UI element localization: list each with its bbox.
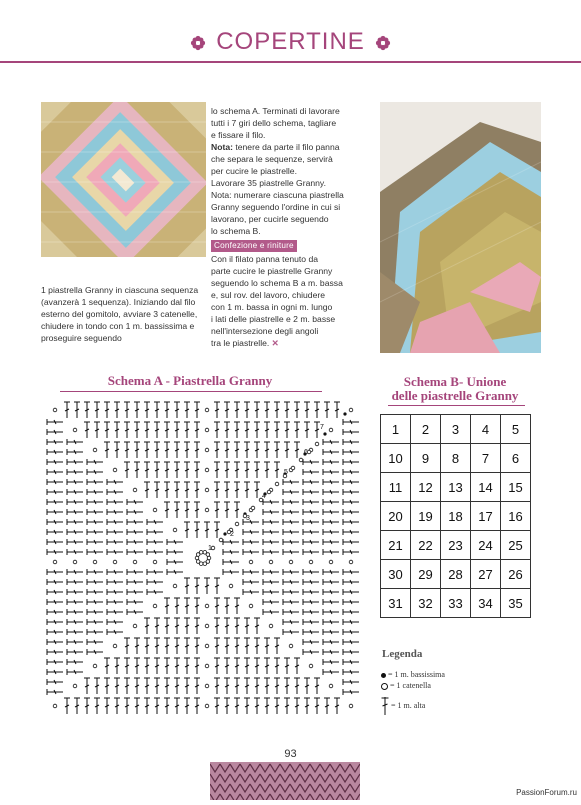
chain-symbol <box>53 560 57 564</box>
legend-item-catenella <box>381 681 431 690</box>
chain-symbol <box>93 448 97 452</box>
slip-stitch-symbol <box>343 412 346 415</box>
section-heading: Confezione e riniture <box>211 240 297 252</box>
chain-symbol <box>203 562 207 566</box>
chain-symbol <box>207 556 211 560</box>
chain-symbol <box>267 490 271 494</box>
chain-symbol <box>269 624 273 628</box>
legend-item-alta <box>381 697 425 715</box>
text-line: Con il filato panna tenuto da <box>211 254 319 264</box>
chain-symbol <box>73 428 77 432</box>
grid-cell: 27 <box>471 560 501 589</box>
grid-cell: 30 <box>381 560 411 589</box>
round-number: 3 <box>246 515 250 522</box>
schema-b-grid <box>380 414 531 618</box>
text-line: Lavorare 35 piastrelle Granny. <box>211 178 326 188</box>
chain-symbol <box>113 560 117 564</box>
grid-cell: 32 <box>411 589 441 618</box>
round-number: 2 <box>230 531 234 538</box>
blanket-photo-right <box>380 102 541 353</box>
grid-cell: 9 <box>411 444 441 473</box>
chain-symbol <box>299 458 303 462</box>
text-line: lavorano, per cucirle seguendo <box>211 214 329 224</box>
grid-cell: 5 <box>501 415 531 444</box>
schema-b-title-line2: delle piastrelle Granny <box>391 388 519 403</box>
grid-row <box>381 531 531 560</box>
schema-b-title <box>380 375 530 403</box>
grid-cell: 4 <box>471 415 501 444</box>
grid-cell: 1 <box>381 415 411 444</box>
grid-row <box>381 473 531 502</box>
cross-stitch-icon: ✕ <box>271 338 279 348</box>
chain-symbol <box>291 466 295 470</box>
legend-label: = 1 m. bassissima <box>388 670 445 679</box>
chain-symbol <box>133 624 137 628</box>
legend-label: = 1 m. alta <box>391 700 426 710</box>
grid-row <box>381 502 531 531</box>
chain-symbol <box>93 560 97 564</box>
chain-symbol <box>206 553 210 557</box>
text-line: con 1 m. bassa in ogni m. lungo <box>211 302 333 312</box>
grid-cell: 17 <box>471 502 501 531</box>
text-line: e, sul rov. del lavoro, chiudere <box>211 290 326 300</box>
round-number: 6 <box>304 449 308 456</box>
text-line: lo schema B. <box>211 226 261 236</box>
chain-symbol <box>329 684 333 688</box>
chain-symbol <box>235 522 239 526</box>
flower-icon <box>190 35 206 51</box>
chain-symbol <box>249 604 253 608</box>
grid-row <box>381 560 531 589</box>
text-line: Granny seguendo l'ordine in cui si <box>211 202 341 212</box>
chain-symbol <box>205 664 209 668</box>
text-line: seguendo lo schema B a m. bassa <box>211 278 343 288</box>
chain-symbol <box>309 664 313 668</box>
grid-cell: 26 <box>501 560 531 589</box>
page-header <box>0 28 581 56</box>
chain-symbol <box>113 644 117 648</box>
chain-symbol <box>133 560 137 564</box>
grid-cell: 19 <box>411 502 441 531</box>
chain-symbol <box>205 684 209 688</box>
grid-cell: 3 <box>441 415 471 444</box>
legend-item-bassissima <box>381 670 445 679</box>
grid-cell: 7 <box>471 444 501 473</box>
chain-symbol <box>53 704 57 708</box>
text-line: e fissare il filo. <box>211 130 266 140</box>
schema-b-rule <box>388 405 525 406</box>
chain-symbol <box>219 538 223 542</box>
text-line-end: tra le piastrelle. <box>211 338 270 348</box>
chain-symbol <box>153 508 157 512</box>
chain-symbol <box>205 508 209 512</box>
grid-row <box>381 444 531 473</box>
round-number: 5 <box>284 469 288 476</box>
chain-symbol <box>205 644 209 648</box>
slip-stitch-symbol <box>323 432 326 435</box>
page-number: 93 <box>284 748 297 760</box>
grid-cell: 12 <box>411 473 441 502</box>
instructions-middle <box>211 105 376 349</box>
grid-cell: 31 <box>381 589 411 618</box>
grid-cell: 21 <box>381 531 411 560</box>
grid-cell: 6 <box>501 444 531 473</box>
chain-symbol <box>205 428 209 432</box>
chain-symbol <box>329 560 333 564</box>
grid-cell: 24 <box>471 531 501 560</box>
chain-symbol <box>113 468 117 472</box>
flower-icon <box>375 35 391 51</box>
chain-symbol <box>205 704 209 708</box>
chain-symbol <box>309 560 313 564</box>
text-line: Nota: numerare ciascuna piastrella <box>211 190 344 200</box>
footer-texture-image <box>210 762 360 800</box>
grid-cell: 23 <box>441 531 471 560</box>
chain-symbol <box>349 560 353 564</box>
instructions-paragraph: 1 piastrella Granny in ciascuna sequenza (avanzerà 1 sequenza). Iniziando dal filo esterno del gomitolo, avviare 3 catenelle, chiudere in tondo con 1 m. bassissima e proseguire seguendo <box>41 285 199 343</box>
grid-cell: 34 <box>471 589 501 618</box>
nota-text: tenere da parte il filo panna <box>232 142 340 152</box>
circle-icon <box>381 683 388 690</box>
header-rule <box>0 61 581 63</box>
text-line: che separa le sequenze, servirà <box>211 154 333 164</box>
grid-cell: 25 <box>501 531 531 560</box>
grid-row <box>381 415 531 444</box>
chain-symbol <box>173 584 177 588</box>
grid-cell: 10 <box>381 444 411 473</box>
schema-a-rule <box>60 391 322 392</box>
dot-icon <box>381 673 386 678</box>
schema-a-title <box>60 374 320 388</box>
round-number: 4 <box>262 493 266 500</box>
text-line: tutti i 7 giri dello schema, tagliare <box>211 118 337 128</box>
chain-symbol <box>205 604 209 608</box>
grid-cell: 20 <box>381 502 411 531</box>
chain-symbol <box>349 408 353 412</box>
chain-symbol <box>53 408 57 412</box>
chain-symbol <box>275 482 279 486</box>
blanket-photo-left <box>41 102 206 257</box>
chain-symbol <box>205 624 209 628</box>
round-number: 1 <box>208 545 212 552</box>
round-number: 7 <box>320 424 324 431</box>
chain-symbol <box>205 468 209 472</box>
grid-cell: 28 <box>441 560 471 589</box>
chain-symbol <box>349 704 353 708</box>
chain-symbol <box>153 604 157 608</box>
legend-label: = 1 catenella <box>390 681 431 690</box>
chain-symbol <box>195 556 199 560</box>
chain-symbol <box>133 488 137 492</box>
chain-symbol <box>289 644 293 648</box>
text-line: lo schema A. Terminati di lavorare <box>211 106 340 116</box>
grid-cell: 35 <box>501 589 531 618</box>
chain-symbol <box>199 550 203 554</box>
chain-symbol <box>249 560 253 564</box>
schema-a-diagram <box>38 398 368 730</box>
watermark: PassionForum.ru <box>516 788 577 797</box>
grid-cell: 11 <box>381 473 411 502</box>
grid-cell: 29 <box>411 560 441 589</box>
instructions-left <box>41 284 201 344</box>
schema-b-title-line1: Schema B- Unione <box>403 374 507 389</box>
grid-cell: 18 <box>441 502 471 531</box>
chain-symbol <box>251 506 255 510</box>
text-line: per cucire le piastrelle. <box>211 166 297 176</box>
chain-symbol <box>153 560 157 564</box>
grid-cell: 8 <box>441 444 471 473</box>
chain-symbol <box>196 560 200 564</box>
chain-symbol <box>205 408 209 412</box>
grid-cell: 15 <box>501 473 531 502</box>
chain-symbol <box>73 560 77 564</box>
text-line <box>211 337 376 349</box>
text-line <box>211 141 376 153</box>
grid-cell: 13 <box>441 473 471 502</box>
chain-symbol <box>93 664 97 668</box>
chain-symbol <box>289 560 293 564</box>
chain-symbol <box>229 584 233 588</box>
legend-title: Legenda <box>382 648 423 660</box>
slip-stitch-symbol <box>223 532 226 535</box>
schema-a-title-text: Schema A - Piastrella Granny <box>107 373 273 388</box>
double-crochet-icon <box>381 697 389 715</box>
chain-symbol <box>73 684 77 688</box>
page-title: COPERTINE <box>216 28 365 55</box>
text-line: nell'intersezione degli angoli <box>211 326 319 336</box>
chain-symbol <box>205 488 209 492</box>
text-line: parte cucire le piastrelle Granny <box>211 266 333 276</box>
grid-cell: 22 <box>411 531 441 560</box>
text-line: i lati delle piastrelle e 2 m. basse <box>211 314 336 324</box>
grid-cell: 14 <box>471 473 501 502</box>
chain-symbol <box>173 528 177 532</box>
chain-symbol <box>315 442 319 446</box>
grid-cell: 16 <box>501 502 531 531</box>
grid-cell: 33 <box>441 589 471 618</box>
chain-symbol <box>205 448 209 452</box>
grid-row <box>381 589 531 618</box>
nota-label: Nota: <box>211 142 233 152</box>
chain-symbol <box>329 428 333 432</box>
chain-symbol <box>269 560 273 564</box>
grid-cell: 2 <box>411 415 441 444</box>
